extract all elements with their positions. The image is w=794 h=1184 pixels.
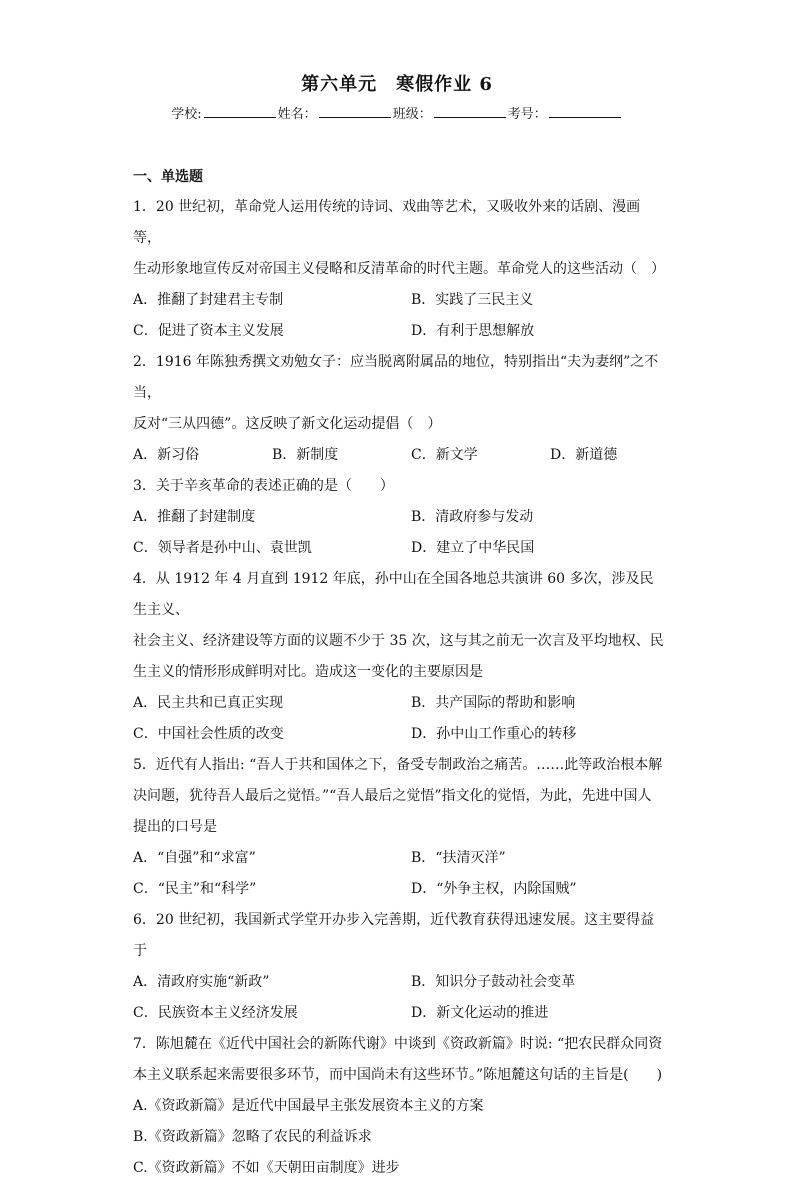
option-b[interactable]: B．新制度 <box>272 447 339 463</box>
question-text: 4．从 1912 年 4 月直到 1912 年底，孙中山在全国各地总共演讲 60 多次，涉及民生主义、 <box>133 571 654 618</box>
question <box>133 192 665 347</box>
question-text: 2．1916 年陈独秀撰文劝勉女子：应当脱离附属品的地位，特别指出“夫为妻纲”之不当， <box>133 354 659 401</box>
option-b[interactable]: B．“扶清灭洋” <box>411 850 506 866</box>
option-a[interactable]: A．新习俗 <box>133 447 200 463</box>
student-info-line <box>0 103 794 122</box>
option-b[interactable]: B．共产国际的帮助和影响 <box>411 695 576 711</box>
option-c[interactable]: C．新文学 <box>411 447 478 463</box>
name-label: 姓名： <box>277 107 317 122</box>
option-a[interactable]: A．清政府实施“新政” <box>133 974 270 990</box>
page-title: 第六单元 寒假作业 6 <box>301 74 493 95</box>
name-field[interactable] <box>319 105 391 118</box>
question-text: 提出的口号是 <box>133 819 217 835</box>
school-field[interactable] <box>204 105 276 118</box>
question-text: 决问题，犹待吾人最后之觉悟。”“吾人最后之觉悟”指文化的觉悟，为此，先进中国人 <box>133 788 652 804</box>
question-text: 反对“三从四德”。这反映了新文化运动提倡（ ） <box>133 416 442 432</box>
question-text: 6．20 世纪初，我国新式学堂开办步入完善期，近代教育获得迅速发展。这主要得益于 <box>133 912 655 959</box>
question <box>133 905 665 1029</box>
option-b[interactable]: B．清政府参与发动 <box>411 509 534 525</box>
option-b[interactable]: B．实践了三民主义 <box>411 292 534 308</box>
question-text: 7．陈旭麓在《近代中国社会的新陈代谢》中谈到《资政新篇》时说: “把农民群众同资 <box>133 1036 663 1052</box>
option-c[interactable]: C．中国社会性质的改变 <box>133 726 284 742</box>
question <box>133 347 665 471</box>
question-text: 3．关于辛亥革命的表述正确的是（ ） <box>133 478 394 494</box>
class-field[interactable] <box>434 105 506 118</box>
question-text: 1．20 世纪初，革命党人运用传统的诗词、戏曲等艺术，又吸收外来的话剧、漫画等， <box>133 199 641 246</box>
question-text: 生主义的情形形成鲜明对比。造成这一变化的主要原因是 <box>133 664 483 680</box>
option-d[interactable]: D．孙中山工作重心的转移 <box>411 726 577 742</box>
section-title: 一、单选题 <box>133 169 203 185</box>
question-text: 生动形象地宣传反对帝国主义侵略和反清革命的时代主题。革命党人的这些活动（ ） <box>133 261 665 277</box>
option-a[interactable]: A．“自强”和“求富” <box>133 850 256 866</box>
option-b[interactable]: B.《资政新篇》忽略了农民的利益诉求 <box>133 1129 372 1145</box>
option-b[interactable]: B．知识分子鼓动社会变革 <box>411 974 576 990</box>
option-d[interactable]: D．建立了中华民国 <box>411 540 535 556</box>
option-d[interactable]: D．新道德 <box>550 447 618 463</box>
option-c[interactable]: C．促进了资本主义发展 <box>133 323 284 339</box>
question-text: 社会主义、经济建设等方面的议题不少于 35 次，这与其之前无一次言及平均地权、民 <box>133 633 664 649</box>
question <box>133 471 665 564</box>
question-list <box>133 192 665 1184</box>
school-label: 学校: <box>171 107 202 122</box>
question <box>133 750 665 905</box>
option-a[interactable]: A．推翻了封建制度 <box>133 509 256 525</box>
option-c[interactable]: C．领导者是孙中山、袁世凯 <box>133 540 312 556</box>
question-text: 本主义联系起来需要很多环节，而中国尚未有这些环节。”陈旭麓这句话的主旨是( ) <box>133 1067 663 1083</box>
question <box>133 564 665 750</box>
question-text: 5．近代有人指出: “吾人于共和国体之下，备受专制政治之痛苦。……此等政治根本解 <box>133 757 663 773</box>
option-c[interactable]: C．民族资本主义经济发展 <box>133 1005 298 1021</box>
option-a[interactable]: A.《资政新篇》是近代中国最早主张发展资本主义的方案 <box>133 1098 484 1114</box>
option-a[interactable]: A．民主共和已真正实现 <box>133 695 284 711</box>
exam-number-label: 考号： <box>507 107 547 122</box>
question <box>133 1029 665 1184</box>
option-d[interactable]: D．新文化运动的推进 <box>411 1005 549 1021</box>
option-d[interactable]: D．“外争主权，内除国贼” <box>411 881 577 897</box>
option-d[interactable]: D．有利于思想解放 <box>411 323 535 339</box>
option-c[interactable]: C．“民主”和“科学” <box>133 881 257 897</box>
exam-number-field[interactable] <box>549 105 621 118</box>
option-c[interactable]: C.《资政新篇》不如《天朝田亩制度》进步 <box>133 1160 400 1176</box>
class-label: 班级： <box>392 107 432 122</box>
option-a[interactable]: A．推翻了封建君主专制 <box>133 292 284 308</box>
